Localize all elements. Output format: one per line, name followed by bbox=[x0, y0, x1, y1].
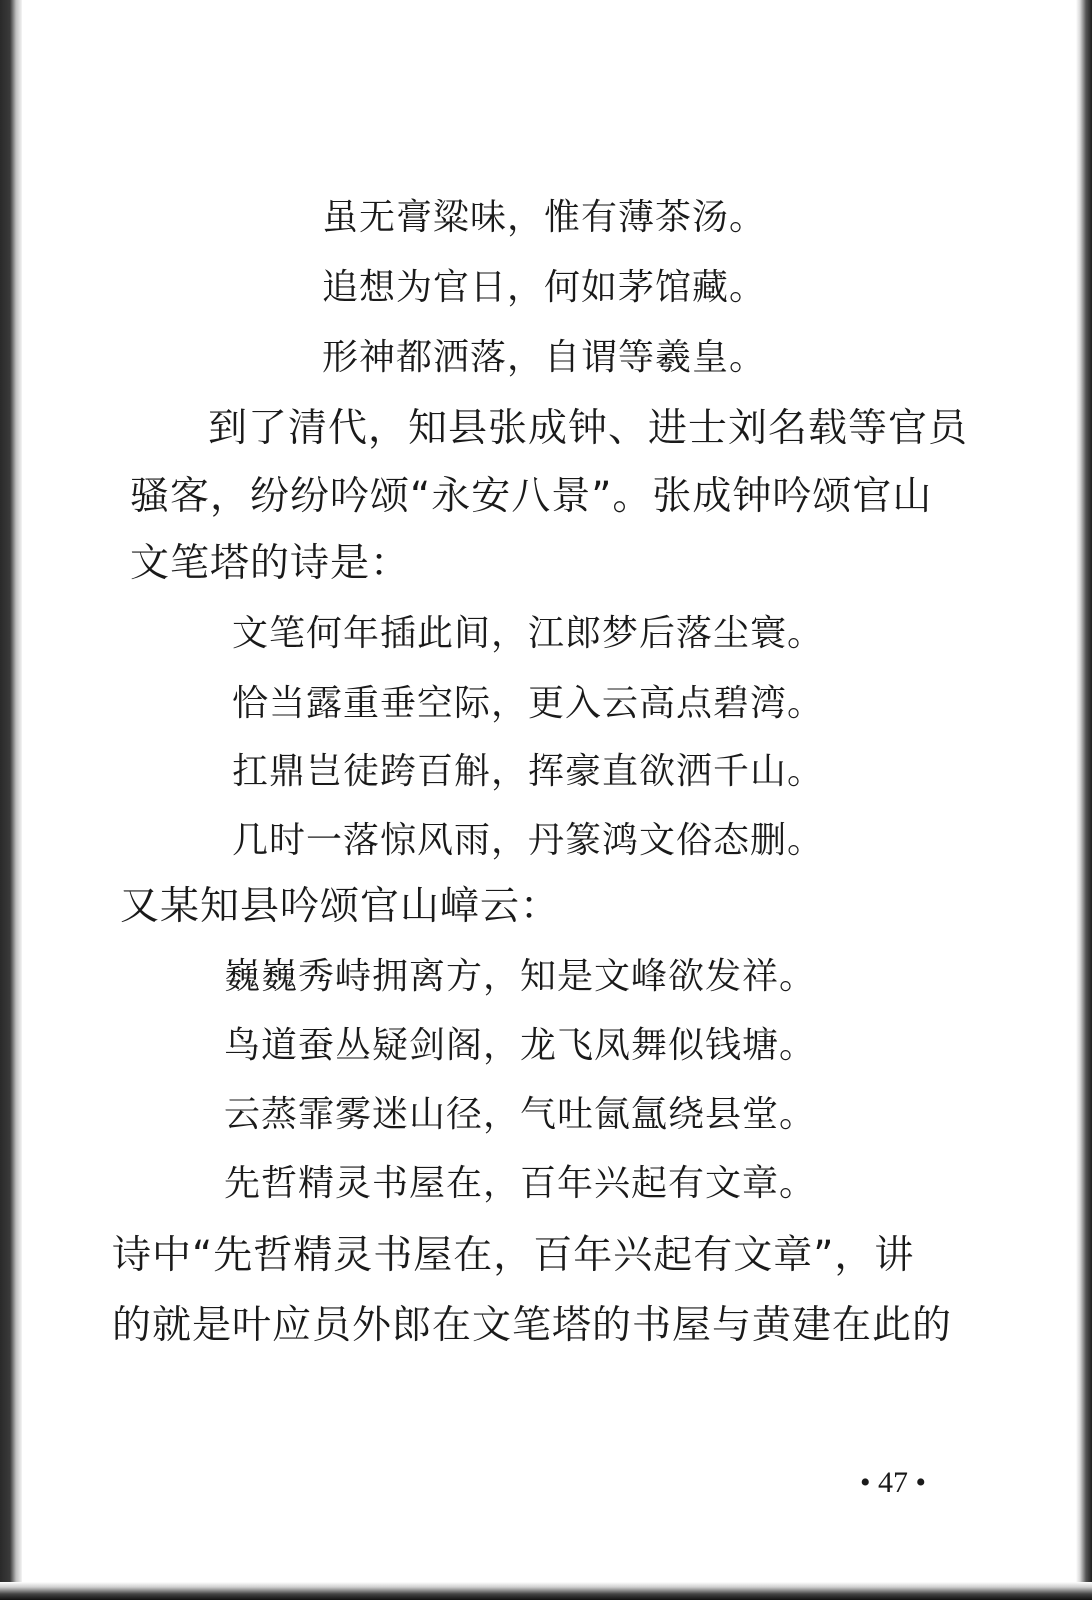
paragraph3-line-1: 诗中“先哲精灵书屋在，百年兴起有文章”，讲 bbox=[112, 1233, 915, 1278]
paragraph1-line-1: 到了清代，知县张成钟、进士刘名载等官员 bbox=[208, 406, 969, 451]
poem2-line-1: 文笔何年插此间，江郎梦后落尘寰。 bbox=[232, 613, 825, 654]
poem2-line-2: 恰当露重垂空际，更入云高点碧湾。 bbox=[232, 683, 825, 724]
paragraph1-line-2: 骚客，纷纷吟颂“永安八景”。张成钟吟颂官山 bbox=[130, 474, 933, 519]
poem3-line-1: 巍巍秀峙拥离方，知是文峰欲发祥。 bbox=[224, 956, 817, 997]
poem1-line-3: 形神都洒落，自谓等羲皇。 bbox=[322, 337, 767, 378]
poem3-line-2: 鸟道蚕丛疑剑阁，龙飞凤舞似钱塘。 bbox=[224, 1025, 817, 1066]
poem1-line-1: 虽无膏粱味，惟有薄茶汤。 bbox=[322, 197, 767, 238]
paragraph1-line-3: 文笔塔的诗是： bbox=[130, 541, 411, 586]
poem3-line-4: 先哲精灵书屋在，百年兴起有文章。 bbox=[224, 1163, 817, 1204]
page-number: • 47 • bbox=[860, 1466, 927, 1499]
paragraph3-line-2: 的就是叶应员外郎在文笔塔的书屋与黄建在此的 bbox=[112, 1303, 953, 1348]
poem1-line-2: 追想为官日，何如茅馆藏。 bbox=[322, 267, 767, 308]
poem3-line-3: 云蒸霏雾迷山径，气吐氤氲绕县堂。 bbox=[224, 1094, 817, 1135]
poem2-line-3: 扛鼎岂徒跨百斛，挥豪直欲洒千山。 bbox=[232, 751, 825, 792]
paragraph2-line-1: 又某知县吟颂官山嶂云： bbox=[120, 884, 561, 929]
poem2-line-4: 几时一落惊风雨，丹篆鸿文俗态删。 bbox=[232, 820, 825, 861]
